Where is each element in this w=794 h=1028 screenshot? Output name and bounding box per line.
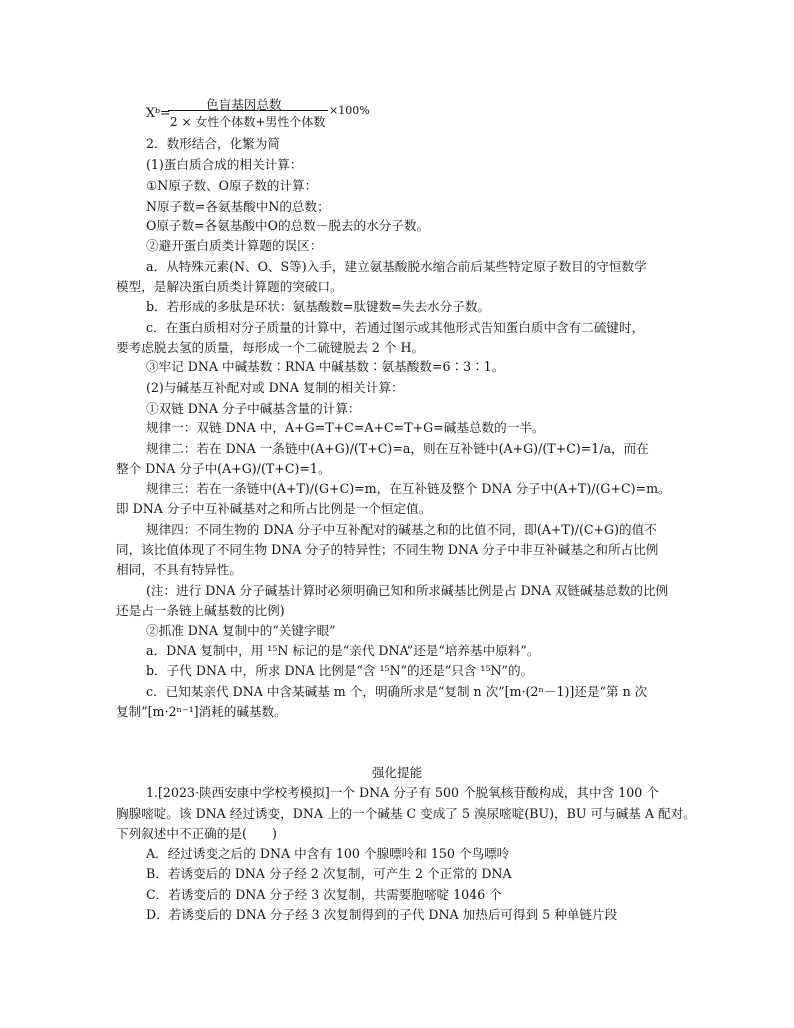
body-line: 规律三：若在一条链中(A+T)/(G+C)=m，在互补链及整个 DNA 分子中(A+T)/(G+C)=m。 — [146, 481, 671, 496]
question-stem-line: 1.[2023·陕西安康中学校考模拟]一个 DNA 分子有 500 个脱氧核苷酸构成，其中含 100 个 — [146, 785, 659, 800]
section-heading: 强化提能 — [371, 765, 423, 780]
question-stem-line: 下列叙述中不正确的是( ) — [116, 826, 277, 841]
formula-multiplier: ×100% — [329, 104, 370, 117]
body-line: a．从特殊元素(N、O、S等)入手，建立氨基酸脱水缩合前后某些特定原子数目的守恒数学 — [146, 259, 647, 274]
body-line: 规律一：双链 DNA 中，A+G=T+C=A+C=T+G=碱基总数的一半。 — [146, 420, 545, 435]
body-line: ③牢记 DNA 中碱基数∶RNA 中碱基数∶氨基酸数=6∶3∶1。 — [146, 359, 505, 374]
body-line: ②抓准 DNA 复制中的“关键字眼” — [146, 623, 336, 638]
body-line: 要考虑脱去氢的质量，每形成一个二硫键脱去 2 个 H。 — [116, 340, 425, 355]
body-line: O原子数=各氨基酸中O的总数－脱去的水分子数。 — [146, 218, 430, 233]
fraction-bar — [168, 110, 328, 111]
body-line: c．已知某亲代 DNA 中含某碱基 m 个，明确所求是“复制 n 次”[m·(2ⁿ－1)]还是“第 n 次 — [146, 684, 648, 699]
body-line: N原子数=各氨基酸中N的总数； — [146, 199, 330, 214]
body-line: 还是占一条链上碱基数的比例) — [116, 603, 285, 618]
body-line: ①N原子数、O原子数的计算： — [146, 178, 318, 193]
body-line: b．若形成的多肽是环状：氨基酸数=肽键数=失去水分子数。 — [146, 299, 491, 314]
body-line: b．子代 DNA 中，所求 DNA 比例是“含 ¹⁵N”的还是“只含 ¹⁵N”的。 — [146, 663, 534, 678]
body-line: 规律二：若在 DNA 一条链中(A+G)/(T+C)=a，则在互补链中(A+G)/(T+C)=1/a，而在 — [146, 441, 649, 456]
option-c: C．若诱变后的 DNA 分子经 3 次复制，共需要胞嘧啶 1046 个 — [146, 887, 502, 902]
body-line: 相同，不具有特异性。 — [116, 562, 242, 577]
option-d: D．若诱变后的 DNA 分子经 3 次复制得到的子代 DNA 加热后可得到 5 种单链片段 — [146, 907, 618, 922]
body-line: 整个 DNA 分子中(A+G)/(T+C)=1。 — [116, 461, 331, 476]
formula-lhs: Xᵇ= — [146, 105, 171, 120]
body-line: 复制”[m·2ⁿ⁻¹]消耗的碱基数。 — [116, 704, 287, 719]
body-line: 模型，是解决蛋白质类计算题的突破口。 — [116, 279, 343, 294]
body-line: 即 DNA 分子中互补碱基对之和所占比例是一个恒定值。 — [116, 501, 432, 516]
option-a: A．经过诱变之后的 DNA 中含有 100 个腺嘌呤和 150 个鸟嘌呤 — [146, 846, 510, 861]
body-line: (2)与碱基互补配对或 DNA 复制的相关计算： — [146, 380, 404, 395]
body-line: ②避开蛋白质类计算题的误区： — [146, 238, 323, 253]
formula-numerator: 色盲基因总数 — [206, 97, 282, 112]
question-stem-line: 胸腺嘧啶。该 DNA 经过诱变，DNA 上的一个碱基 C 变成了 5 溴尿嘧啶(BU)，BU 可与碱基 A 配对。 — [116, 806, 696, 821]
body-line: a．DNA 复制中，用 ¹⁵N 标记的是“亲代 DNA”还是“培养基中原料”。 — [146, 643, 540, 658]
option-b: B．若诱变后的 DNA 分子经 2 次复制，可产生 2 个正常的 DNA — [146, 866, 512, 881]
allele-frequency-formula — [146, 94, 406, 130]
body-line: ①双链 DNA 分子中碱基含量的计算： — [146, 401, 361, 416]
body-line: 2．数形结合，化繁为简 — [146, 136, 280, 151]
body-line: 同，该比值体现了不同生物 DNA 分子的特异性；不同生物 DNA 分子中非互补碱基之和所占比例 — [116, 542, 659, 557]
formula-denominator: 2 × 女性个体数+男性个体数 — [170, 115, 326, 129]
body-line: c．在蛋白质相对分子质量的计算中，若通过图示或其他形式告知蛋白质中含有二硫键时， — [146, 320, 645, 335]
body-line: 规律四：不同生物的 DNA 分子中互补配对的碱基之和的比值不同，即(A+T)/(C+G)的值不 — [146, 522, 657, 537]
body-line: (1)蛋白质合成的相关计算： — [146, 157, 303, 172]
body-line: (注：进行 DNA 分子碱基计算时必须明确已知和所求碱基比例是占 DNA 双链碱基总数的比例 — [146, 583, 669, 598]
